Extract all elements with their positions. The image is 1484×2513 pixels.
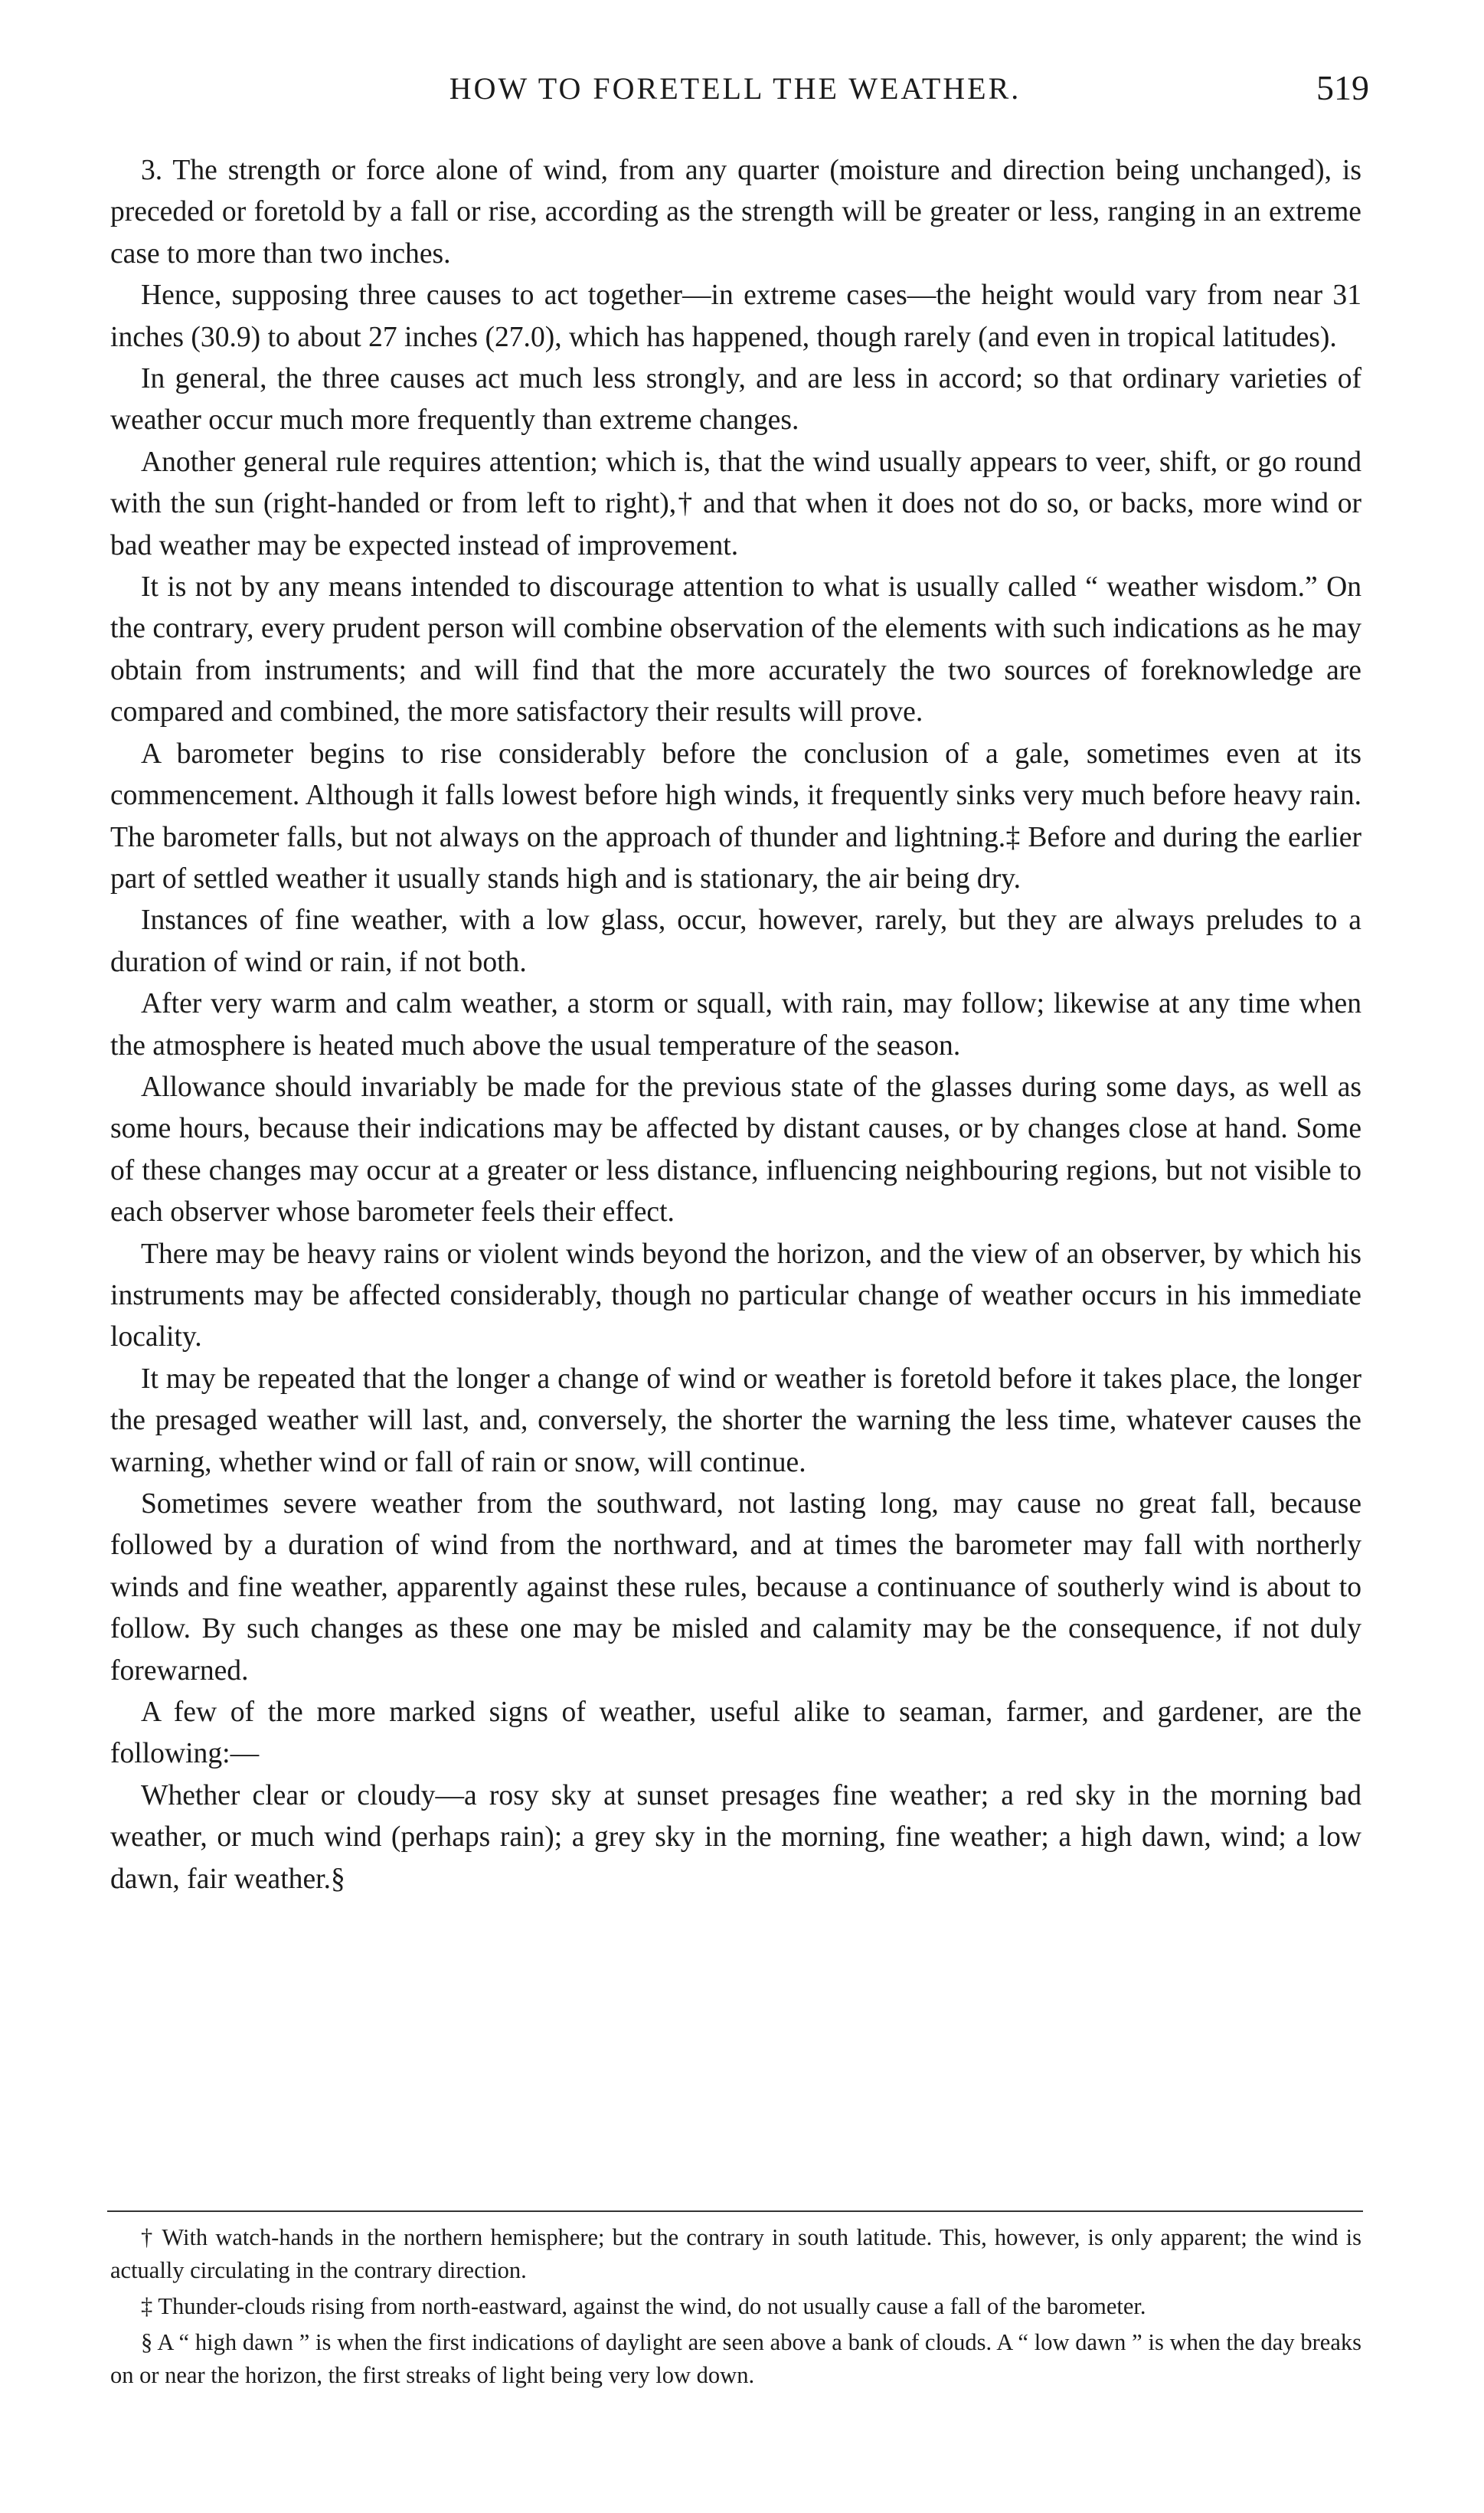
paragraph: Sometimes severe weather from the southward, not lasting long, may cause no great fall, because followed by a duration of wind from the northward, and at times the barometer may fall with northerly winds and fine weather, apparently against these rules, because a continuance of southerly wind is about to follow. By such changes as these one may be misled and calamity may be the consequence, if not duly forewarned. [110,1488,1361,1687]
paragraph: Another general rule requires attention; which is, that the wind usually appears to veer, shift, or go round with the sun (right-handed or from left to right),† and that when it does not do so, or backs, more wind or bad weather may be expected instead of improvement. [110,446,1361,561]
footnote-section: § A “ high dawn ” is when the first indications of daylight are seen above a bank of clouds. A “ low dawn ” is when the day breaks on or near the horizon, the first streaks of light being very low down. [110,2329,1361,2388]
footnote-divider [107,2210,1363,2212]
paragraph: Hence, supposing three causes to act together—in extreme cases—the height would vary from near 31 inches (30.9) to about 27 inches (27.0), which has happened, though rarely (and even in tropical latitudes). [110,280,1361,353]
running-title: HOW TO FORETELL THE WEATHER. [449,71,1021,106]
paragraph: A barometer begins to rise considerably before the conclusion of a gale, sometimes even at its commencement. Although it falls lowest before high winds, it frequently sinks very much before heavy rain. The barometer falls, but not always on the approach of thunder and lightning.‡ Before and during the earlier part of settled weather it usually stands high and is stationary, the air being dry. [110,738,1361,895]
footnotes [110,2221,1361,2395]
page-header [107,68,1369,124]
paragraph: 3. The strength or force alone of wind, from any quarter (moisture and direction being unchanged), is preceded or foretold by a fall or rise, according as the strength will be greater or less, ranging in an extreme case to more than two inches. [110,155,1361,270]
paragraph: There may be heavy rains or violent winds beyond the horizon, and the view of an observer, by which his instruments may be affected considerably, though no particular change of weather occurs in his immediate locality. [110,1238,1361,1353]
footnote-double-dagger: ‡ Thunder-clouds rising from north-eastward, against the wind, do not usually cause a fall of the barometer. [141,2293,1146,2319]
paragraph: A few of the more marked signs of weather, useful alike to seaman, farmer, and gardener, are the following:— [110,1697,1361,1770]
paragraph: It may be repeated that the longer a change of wind or weather is foretold before it takes place, the longer the presaged weather will last, and, conversely, the shorter the warning the less time, whatever causes the warning, whether wind or fall of rain or snow, will continue. [110,1363,1361,1478]
paragraph: Whether clear or cloudy—a rosy sky at sunset presages fine weather; a red sky in the morning bad weather, or much wind (perhaps rain); a grey sky in the morning, fine weather; a high dawn, wind; a low dawn, fair weather.§ [110,1779,1361,1895]
footnote-dagger: † With watch-hands in the northern hemisphere; but the contrary in south latitude. This, however, is only apparent; the wind is actually circulating in the contrary direction. [110,2224,1361,2283]
paragraph: It is not by any means intended to discourage attention to what is usually called “ weather wisdom.” On the contrary, every prudent person will combine observation of the elements with such indications as he may obtain from instruments; and will find that the more accurately the two sources of foreknowledge are compared and combined, the more satisfactory their results will prove. [110,571,1361,728]
paragraph: In general, the three causes act much less strongly, and are less in accord; so that ordinary varieties of weather occur much more frequently than extreme changes. [110,363,1361,437]
paragraph: Allowance should invariably be made for the previous state of the glasses during some days, as well as some hours, because their indications may be affected by distant causes, or by changes close at hand. Some of these changes may occur at a greater or less distance, influencing neighbouring regions, but not visible to each observer whose barometer feels their effect. [110,1071,1361,1229]
page-number: 519 [1316,68,1369,107]
paragraph: After very warm and calm weather, a storm or squall, with rain, may follow; likewise at any time when the atmosphere is heated much above the usual temperature of the season. [110,988,1361,1062]
body-text [110,150,1361,1900]
paragraph: Instances of fine weather, with a low glass, occur, however, rarely, but they are always preludes to a duration of wind or rain, if not both. [110,905,1361,978]
